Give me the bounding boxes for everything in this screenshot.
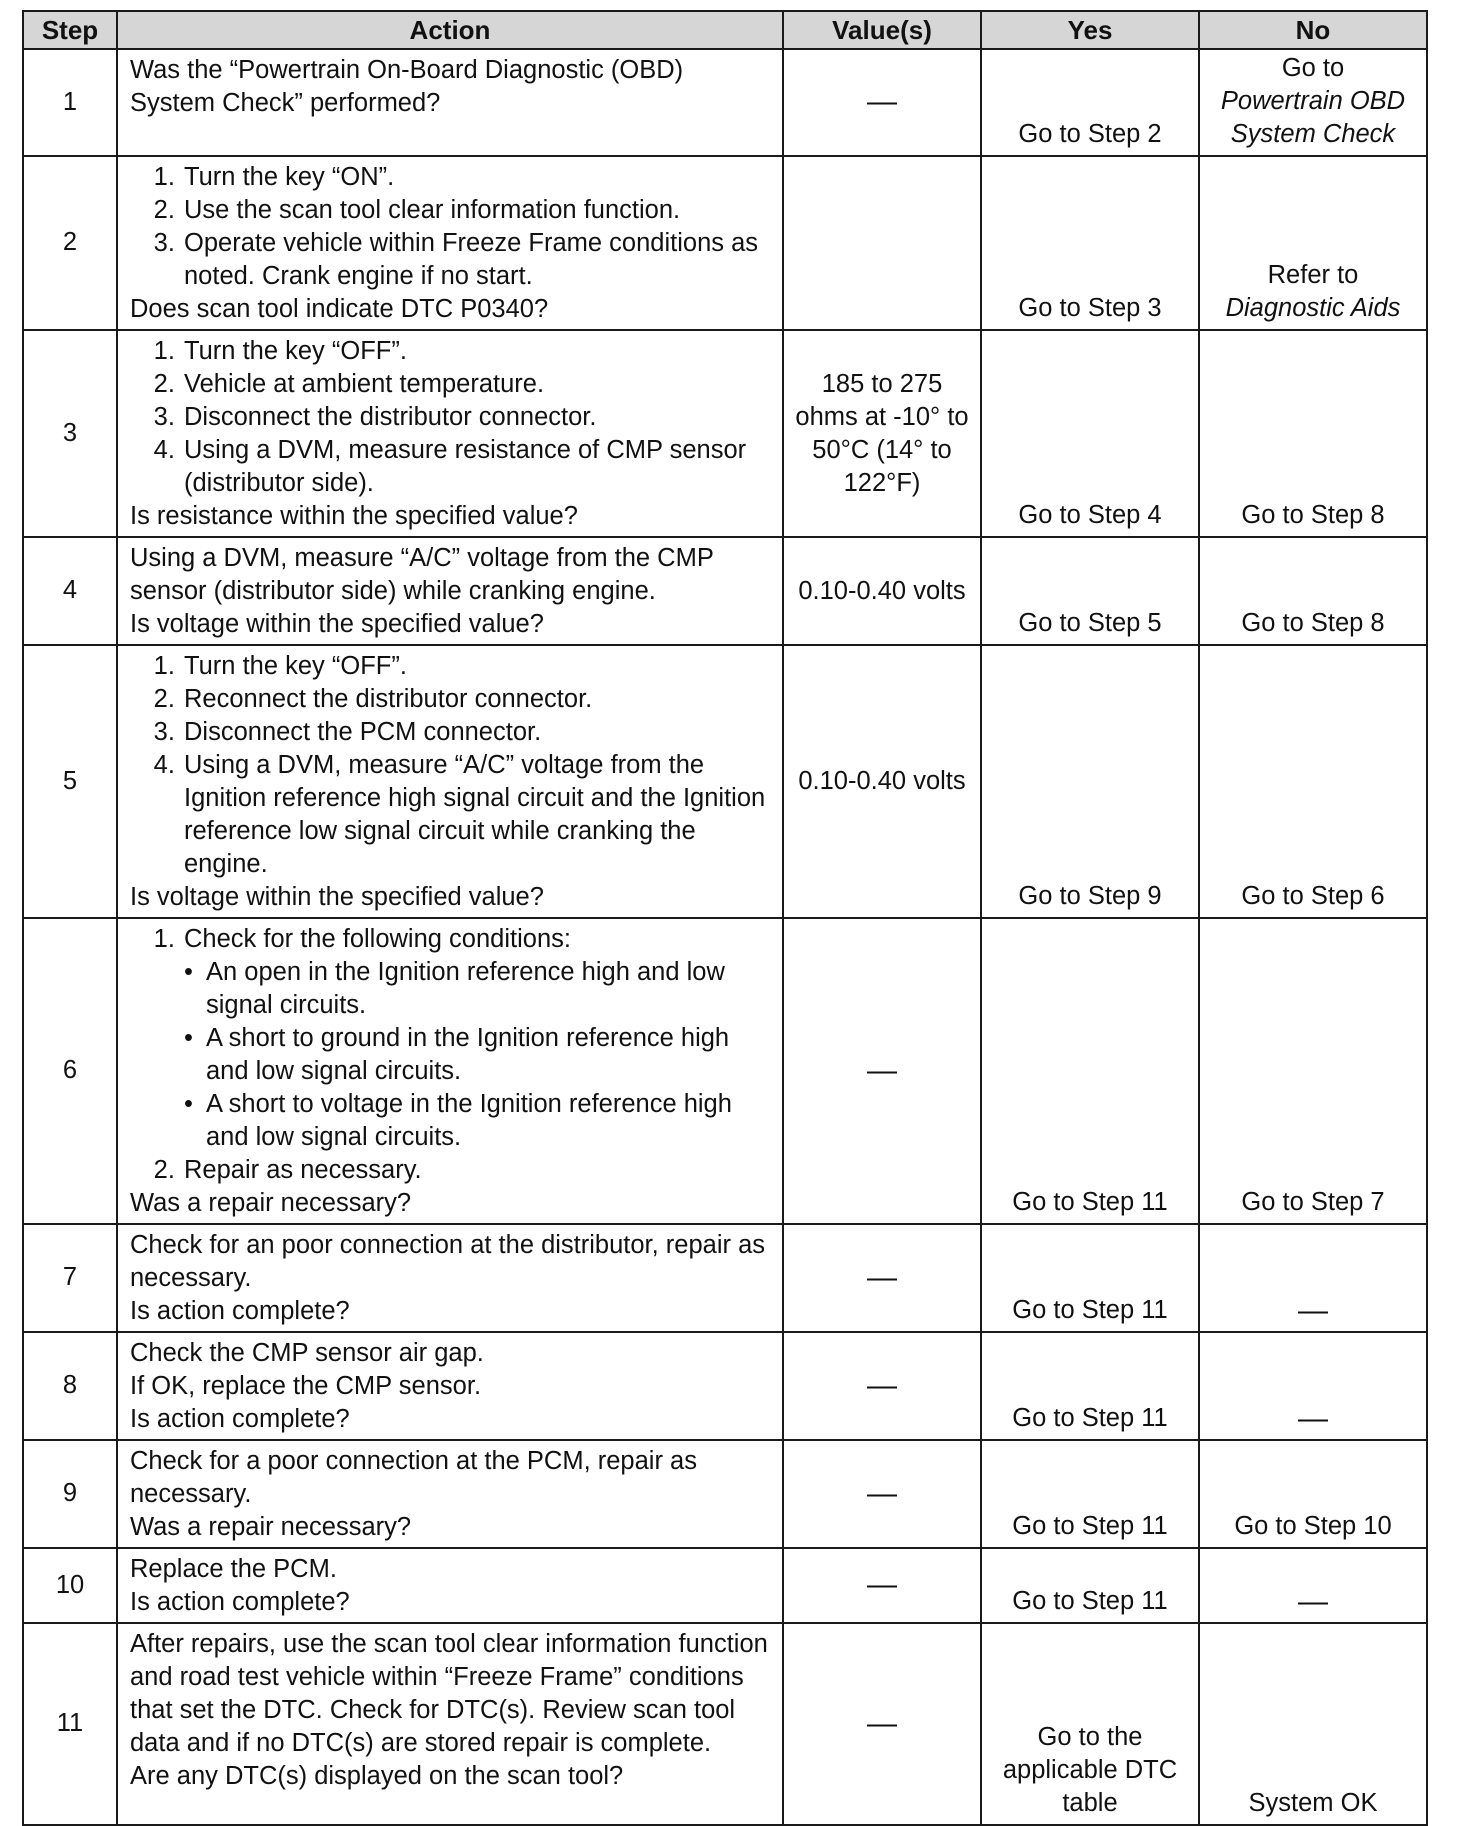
no-action: Go to Step 10 [1234,1512,1392,1540]
action-step-text: Turn the key “OFF”. [184,652,407,680]
action-question: Is action complete? [130,1588,350,1616]
step-number: 10 [23,1548,117,1623]
table-row [23,49,1427,156]
table-row [23,918,1427,1224]
condition-item: • An open in the Ignition reference high and low signal circuits. [204,956,770,1022]
step-number: 6 [23,918,117,1224]
dash-placeholder: — [867,1706,897,1740]
action-step [182,227,770,293]
step-number: 3 [23,330,117,537]
step-number: 7 [23,1224,117,1332]
header-values: Value(s) [783,11,981,49]
no-action: — [1298,1294,1328,1327]
action-step-text: Turn the key “ON”. [184,163,395,191]
action-steps [130,335,770,500]
yes-action: Go to Step 11 [1012,1188,1168,1216]
yes-action: Go to Step 11 [1012,1587,1168,1615]
step-number: 4 [23,537,117,645]
condition-item: • A short to ground in the Ignition reference high and low signal circuits. [204,1022,770,1088]
diagnostic-table [22,10,1428,1826]
action-text: Check for an poor connection at the distributor, repair as necessary. [130,1231,766,1292]
no-cell [1199,537,1427,645]
header-yes: Yes [981,11,1199,49]
action-cell [117,1548,783,1623]
no-action: Diagnostic Aids [1225,294,1401,322]
dash-placeholder: — [867,1260,897,1294]
yes-cell [981,1548,1199,1623]
action-cell [117,49,783,156]
no-action: Go to Step 8 [1241,501,1385,529]
value-cell [783,918,981,1224]
yes-action: Go to Step 2 [1018,120,1162,148]
condition-list [162,956,770,1154]
no-cell [1199,330,1427,537]
table-row [23,1623,1427,1825]
action-step [182,716,770,749]
action-question: Is action complete? [130,1297,350,1325]
action-cell [117,1440,783,1548]
no-cell [1199,1623,1427,1825]
yes-cell [981,156,1199,330]
action-cell [117,645,783,918]
action-step-text: Disconnect the distributor connector. [184,403,597,431]
action-step [182,650,770,683]
value-cell [783,49,981,156]
action-step [182,194,770,227]
header-action: Action [117,11,783,49]
table-row [23,1440,1427,1548]
table-row [23,1548,1427,1623]
action-step-text: Using a DVM, measure resistance of CMP sensor (distributor side). [184,436,747,497]
value-cell [783,156,981,330]
action-question: Are any DTC(s) displayed on the scan tool? [130,1762,624,1790]
action-text: Replace the PCM. [130,1555,337,1583]
table-row [23,156,1427,330]
action-step-text: Use the scan tool clear information function. [184,196,681,224]
step-number: 2 [23,156,117,330]
value-text: 0.10-0.40 volts [798,767,966,795]
action-step-text: Using a DVM, measure “A/C” voltage from the Ignition reference high signal circuit and the Ignition reference low signal circuit while cranking the engine. [184,751,766,878]
no-action: — [1298,1402,1328,1435]
no-action: — [1298,1585,1328,1618]
table-row [23,330,1427,537]
header-no: No [1199,11,1427,49]
no-action: System OK [1248,1789,1378,1817]
action-text: If OK, replace the CMP sensor. [130,1372,482,1400]
yes-action: Go to Step 4 [1018,501,1162,529]
condition-item: • A short to voltage in the Ignition reference high and low signal circuits. [204,1088,770,1154]
yes-cell [981,1332,1199,1440]
action-question: Is voltage within the specified value? [130,610,544,638]
value-cell [783,1440,981,1548]
dash-placeholder: — [867,1053,897,1087]
table-row [23,537,1427,645]
dash-placeholder: — [867,1568,897,1601]
action-cell [117,1623,783,1825]
action-text: Check the CMP sensor air gap. [130,1339,484,1367]
action-text: Was the “Powertrain On-Board Diagnostic (OBD) System Check” performed? [130,56,684,117]
action-step [182,923,770,1154]
value-cell [783,330,981,537]
value-cell [783,1224,981,1332]
table-body [23,49,1427,1825]
action-step-text: Turn the key “OFF”. [184,337,407,365]
table-row [23,645,1427,918]
no-cell [1199,49,1427,156]
action-step [182,1154,770,1187]
header-row [23,11,1427,49]
action-step [182,434,770,500]
step-number: 9 [23,1440,117,1548]
no-cell [1199,1224,1427,1332]
dash-placeholder: — [867,1476,897,1510]
yes-cell [981,645,1199,918]
no-cell [1199,1332,1427,1440]
no-cell [1199,156,1427,330]
value-text: 0.10-0.40 volts [798,576,966,605]
action-question: Is action complete? [130,1405,350,1433]
action-step [182,683,770,716]
action-question: Was a repair necessary? [130,1189,412,1217]
yes-action: Go to Step 11 [1012,1404,1168,1432]
yes-cell [981,537,1199,645]
yes-cell [981,1440,1199,1548]
action-step-text: Disconnect the PCM connector. [184,718,542,746]
action-text: Check for a poor connection at the PCM, repair as necessary. [130,1447,697,1508]
value-text: 185 to 275 ohms at -10° to 50°C (14° to 122°F) [795,369,969,497]
yes-cell [981,1623,1199,1825]
no-cell [1199,645,1427,918]
no-cell [1199,918,1427,1224]
no-action: System Check [1230,120,1396,148]
action-question: Does scan tool indicate DTC P0340? [130,295,549,323]
yes-cell [981,1224,1199,1332]
no-action: Go to Step 6 [1241,882,1385,910]
yes-action: Go to Step 9 [1018,882,1162,910]
action-step [182,368,770,401]
action-question: Is voltage within the specified value? [130,883,544,911]
yes-action: Go to Step 5 [1018,609,1162,637]
no-action: Go to Step 7 [1241,1188,1385,1216]
value-cell [783,1623,981,1825]
no-action: Powertrain OBD [1220,87,1406,115]
action-step [182,161,770,194]
action-question: Was a repair necessary? [130,1513,412,1541]
action-cell [117,537,783,645]
yes-action: Go to the applicable DTC table [1002,1723,1178,1817]
action-question: Is resistance within the specified value? [130,502,578,530]
action-step-text: Vehicle at ambient temperature. [184,370,545,398]
no-action: Refer to [1267,261,1359,289]
action-cell [117,1224,783,1332]
step-number: 11 [23,1623,117,1825]
action-step [182,401,770,434]
action-step-text: Operate vehicle within Freeze Frame conditions as noted. Crank engine if no start. [184,229,759,290]
value-cell [783,1332,981,1440]
dash-placeholder: — [867,1368,897,1402]
yes-action: Go to Step 11 [1012,1512,1168,1540]
value-cell [783,645,981,918]
yes-action: Go to Step 3 [1018,294,1162,322]
step-number: 1 [23,49,117,156]
action-step [182,335,770,368]
step-number: 5 [23,645,117,918]
table-row [23,1332,1427,1440]
step-number: 8 [23,1332,117,1440]
no-action: Go to Step 8 [1241,609,1385,637]
value-cell [783,1548,981,1623]
action-steps [130,923,770,1187]
table-row [23,1224,1427,1332]
action-cell [117,1332,783,1440]
action-text: Using a DVM, measure “A/C” voltage from the CMP sensor (distributor side) while cranking engine. [130,544,714,605]
yes-cell [981,918,1199,1224]
diagnostic-page [22,10,1426,1826]
value-cell [783,537,981,645]
header-step: Step [23,11,117,49]
action-cell [117,156,783,330]
yes-cell [981,330,1199,537]
action-step-text: Reconnect the distributor connector. [184,685,593,713]
action-cell [117,330,783,537]
action-text: After repairs, use the scan tool clear information function and road test vehicle within “Freeze Frame” conditions that set the DTC. Check for DTC(s). Review scan tool data and if no DTC(s) are stored repair is complete. [130,1630,768,1757]
no-action: Go to [1281,54,1345,82]
no-cell [1199,1548,1427,1623]
action-step-text: Repair as necessary. [184,1156,422,1184]
action-cell [117,918,783,1224]
action-steps [130,650,770,881]
action-step-text: Check for the following conditions: [184,925,571,953]
no-cell [1199,1440,1427,1548]
action-steps [130,161,770,293]
yes-action: Go to Step 11 [1012,1296,1168,1324]
action-step [182,749,770,881]
dash-placeholder: — [867,85,897,118]
yes-cell [981,49,1199,156]
